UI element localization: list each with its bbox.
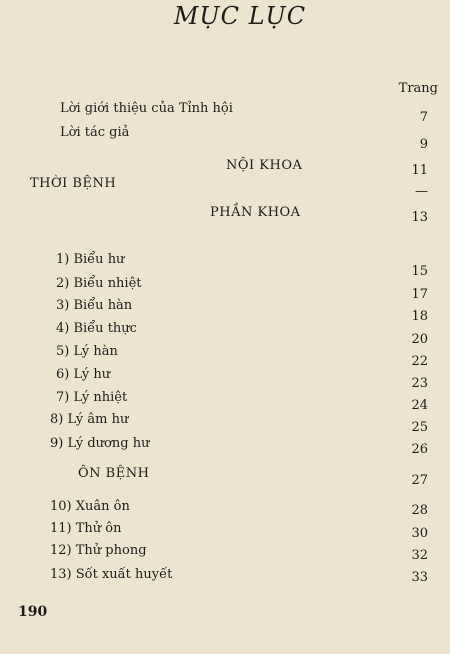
toc-entry-page: 25 xyxy=(411,420,428,435)
toc-entry-label: 4) Biểu thực xyxy=(56,321,137,336)
toc-entry-page: 15 xyxy=(411,264,428,279)
toc-entry-label: 13) Sốt xuất huyết xyxy=(50,567,173,582)
toc-entry-label: 9) Lý dương hư xyxy=(50,436,150,451)
toc-entry-page: 33 xyxy=(411,570,428,585)
section-heading: PHẦN KHOA xyxy=(210,205,301,220)
toc-entry-page: — xyxy=(415,184,428,199)
toc-entry-label: 12) Thử phong xyxy=(50,543,147,558)
toc-entry-page: 27 xyxy=(411,473,428,488)
toc-entry-page: 11 xyxy=(411,163,428,178)
toc-entry-label: 7) Lý nhiệt xyxy=(56,390,128,405)
toc-entry-page: 18 xyxy=(411,309,428,324)
toc-entry-label: Lời tác giả xyxy=(60,125,130,140)
page-number: 190 xyxy=(18,604,48,620)
toc-entry-page: 22 xyxy=(411,354,428,369)
toc-entry-page: 20 xyxy=(411,332,428,347)
toc-entry-label: Lời giới thiệu của Tỉnh hội xyxy=(60,101,233,116)
section-heading: NỘI KHOA xyxy=(226,158,303,173)
toc-entry-label: 6) Lý hư xyxy=(56,367,111,382)
section-heading: ÔN BỆNH xyxy=(78,466,150,481)
toc-entry-page: 7 xyxy=(419,110,428,125)
toc-entry-label: 3) Biểu hàn xyxy=(56,298,133,313)
toc-entry-label: 1) Biểu hư xyxy=(56,252,125,267)
toc-entry-page: 13 xyxy=(411,210,428,225)
toc-entry-page: 23 xyxy=(411,376,428,391)
page-title: MỤC LỤC xyxy=(173,2,307,30)
section-heading: THỜI BỆNH xyxy=(30,176,117,191)
toc-entry-page: 9 xyxy=(419,137,428,152)
toc-entry-label: 8) Lý âm hư xyxy=(50,412,129,427)
toc-entry-page: 17 xyxy=(411,287,428,302)
toc-entry-page: 30 xyxy=(411,526,428,541)
page-column-header: Trang xyxy=(398,81,438,96)
toc-entry-page: 32 xyxy=(411,548,428,563)
toc-entry-label: 11) Thử ôn xyxy=(50,521,122,536)
toc-entry-label: 2) Biểu nhiệt xyxy=(56,276,142,291)
toc-entry-page: 26 xyxy=(411,442,428,457)
toc-entry-page: 24 xyxy=(411,398,428,413)
toc-entry-label: 10) Xuân ôn xyxy=(50,499,130,514)
toc-entry-label: 5) Lý hàn xyxy=(56,344,118,359)
toc-entry-page: 28 xyxy=(411,503,428,518)
